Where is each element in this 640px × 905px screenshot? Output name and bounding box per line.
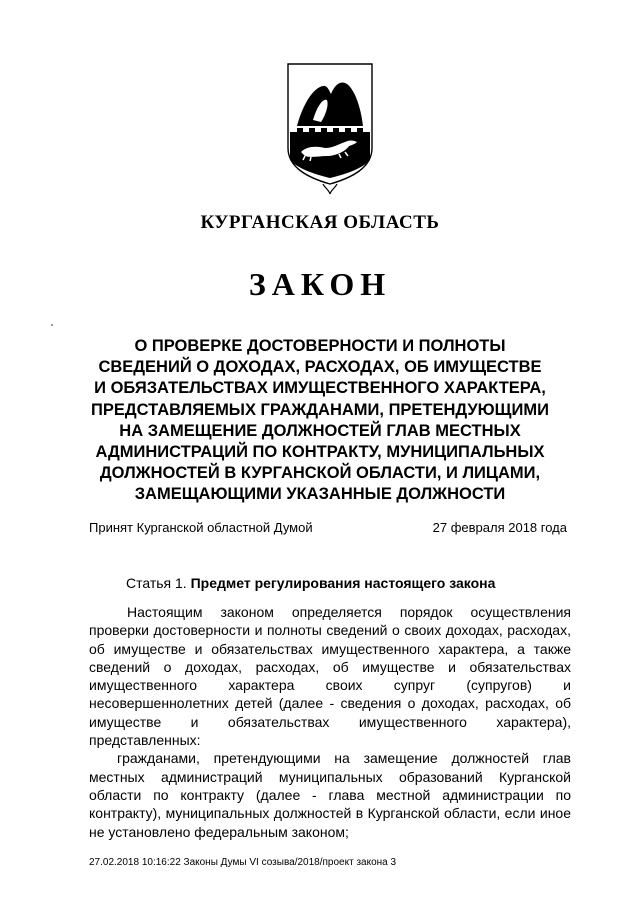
law-title-line: О ПРОВЕРКЕ ДОСТОВЕРНОСТИ И ПОЛНОТЫ xyxy=(134,337,506,355)
scan-speck xyxy=(51,324,53,326)
paragraph: Настоящим законом определяется порядок осуществления проверки достоверности и полноты сведений о своих доходах, расходах, об имуществе и обязательствах имущественного характера, а также сведений о доходах, расходах, об имуществе и обязательствах имущественного характера своих супруг (супругов) и несовершеннолетних детей (далее - сведения о доходах, расходах, об имуществе и обязательствах имущественного характера), представленных: xyxy=(89,604,571,749)
law-title-line: НА ЗАМЕЩЕНИЕ ДОЛЖНОСТЕЙ ГЛАВ МЕСТНЫХ xyxy=(119,421,521,440)
adoption-date: 27 февраля 2018 года xyxy=(432,520,567,535)
law-title xyxy=(60,336,580,506)
adopted-by: Принят Курганской областной Думой xyxy=(89,520,313,535)
paragraph: гражданами, претендующими на замещение должностей глав местных администраций муниципальных образований Курганской области по контракту (далее - глава местной администрации по контракту), муниципальных должностей в Курганской области, если иное не установлено федеральным законом; xyxy=(89,750,571,840)
law-title-line: ЗАМЕЩАЮЩИМИ УКАЗАННЫЕ ДОЛЖНОСТИ xyxy=(134,485,506,504)
article-title: Предмет регулирования настоящего закона xyxy=(190,575,496,591)
file-footer: 27.02.2018 10:16:22 Законы Думы VI созыва/2018/проект закона 3 xyxy=(89,857,397,868)
article-body xyxy=(89,603,571,841)
law-title-line: СВЕДЕНИЙ О ДОХОДАХ, РАСХОДАХ, ОБ ИМУЩЕСТВЕ xyxy=(98,358,542,377)
kurgan-coat-of-arms-icon xyxy=(283,60,377,195)
law-title-line: ПРЕДСТАВЛЯЕМЫХ ГРАЖДАНАМИ, ПРЕТЕНДУЮЩИМИ xyxy=(91,400,549,419)
law-title-line: ДОЛЖНОСТЕЙ В КУРГАНСКОЙ ОБЛАСТИ, И ЛИЦАМИ, xyxy=(99,464,541,483)
law-title-line: И ОБЯЗАТЕЛЬСТВАХ ИМУЩЕСТВЕННОГО ХАРАКТЕРА, xyxy=(94,379,546,398)
law-title-line: АДМИНИСТРАЦИЙ ПО КОНТРАКТУ, МУНИЦИПАЛЬНЫХ xyxy=(95,443,545,462)
article-heading xyxy=(126,575,495,591)
region-name: КУРГАНСКАЯ ОБЛАСТЬ xyxy=(200,212,440,233)
document-type: ЗАКОН xyxy=(248,266,392,302)
article-number: Статья 1. xyxy=(126,575,191,591)
